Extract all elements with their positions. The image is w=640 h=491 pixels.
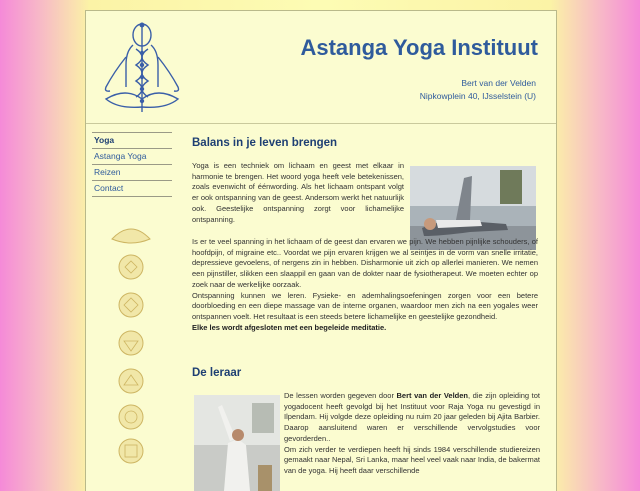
chakra-figure-logo-icon	[96, 17, 188, 117]
chakra-symbols-icon	[106, 221, 156, 491]
teacher-text-b: , die zijn opleiding tot yogadocent heeft gevolgd bij het Instituut voor Raja Yoga nu gevestigd in Ilpendam. Hij volgde deze opleiding nu ruim 20 jaar geleden bij Ajita Barbier. Daarop aansluitend waren er verschillende vervolgstudies voor gevorderden..	[284, 391, 541, 443]
teacher-photo	[194, 395, 280, 491]
paragraph-pain: Is er te veel spanning in het lichaam of de geest dan ervaren we pijn. We hebben pijnlijke schouders, of hoofdpijn, of migraine etc.. Voordat we pijn ervaren krijgen we al seintjes in de vorm van snelle irritatie, depressieve gevoelens, of nergens zin in hebben. Disharmonie uit zich op allerlei manieren. We nemen een pijnstiller, slikken een slaappil en gaan van de dokter naar de fysiotherapeut. We moeten echter op zoek naar de werkelijke oorzaak.	[192, 237, 538, 289]
paragraph-intro: Yoga is een techniek om lichaam en geest met elkaar in harmonie te brengen. Het woord yoga heeft vele betekenissen, zoals evenwicht of éénwording. Als het lichaam ontspant volgt er ook ontspanning van de geest. Andersom werkt het natuurlijk ook. Geestelijke ontspanning zorgt voor lichamelijke ontspanning.	[192, 161, 404, 224]
contact-name: Bert van der Velden	[461, 78, 536, 88]
site-title: Astanga Yoga Instituut	[300, 35, 538, 60]
contact-address: Nipkowplein 40, IJsselstein (U)	[419, 91, 536, 101]
nav-item-astanga-yoga[interactable]: Astanga Yoga	[92, 148, 172, 164]
teacher-name: Bert van der Velden	[396, 391, 469, 400]
header	[86, 11, 556, 124]
paragraph-travels: Om zich verder te verdiepen heeft hij sinds 1984 verschillende studiereizen gemaakt naar Nepal, Sri Lanka, maar heel veel vaak naar India, de bakermat van de yoga. Hij heeft daar verschillende	[284, 444, 540, 475]
paragraph-meditation	[192, 323, 538, 334]
paragraph-teacher	[284, 391, 540, 445]
paragraph-block	[192, 237, 538, 333]
nav-item-reizen[interactable]: Reizen	[92, 164, 172, 180]
nav-item-contact[interactable]: Contact	[92, 180, 172, 197]
paragraph-relaxation: Ontspanning kunnen we leren. Fysieke- en ademhalingsoefeningen zorgen voor een betere doorbloeding en een diepe massage van de interne organen, waardoor men zich na een yogales weer ontspannen voelt. Het resultaat is een steeds betere lichamelijke en geestelijke gezondheid.	[192, 290, 538, 321]
teacher-text-a: De lessen worden gegeven door	[284, 391, 397, 400]
sidebar-nav	[92, 132, 172, 197]
section-title-balans: Balans in je leven brengen	[192, 137, 338, 149]
teacher-text	[284, 391, 540, 477]
section-title-leraar: De leraar	[192, 367, 242, 379]
nav-item-yoga[interactable]: Yoga	[92, 132, 172, 148]
meditation-note: Elke les wordt afgesloten met een begeleide meditatie.	[192, 322, 387, 332]
page-container	[85, 10, 557, 491]
